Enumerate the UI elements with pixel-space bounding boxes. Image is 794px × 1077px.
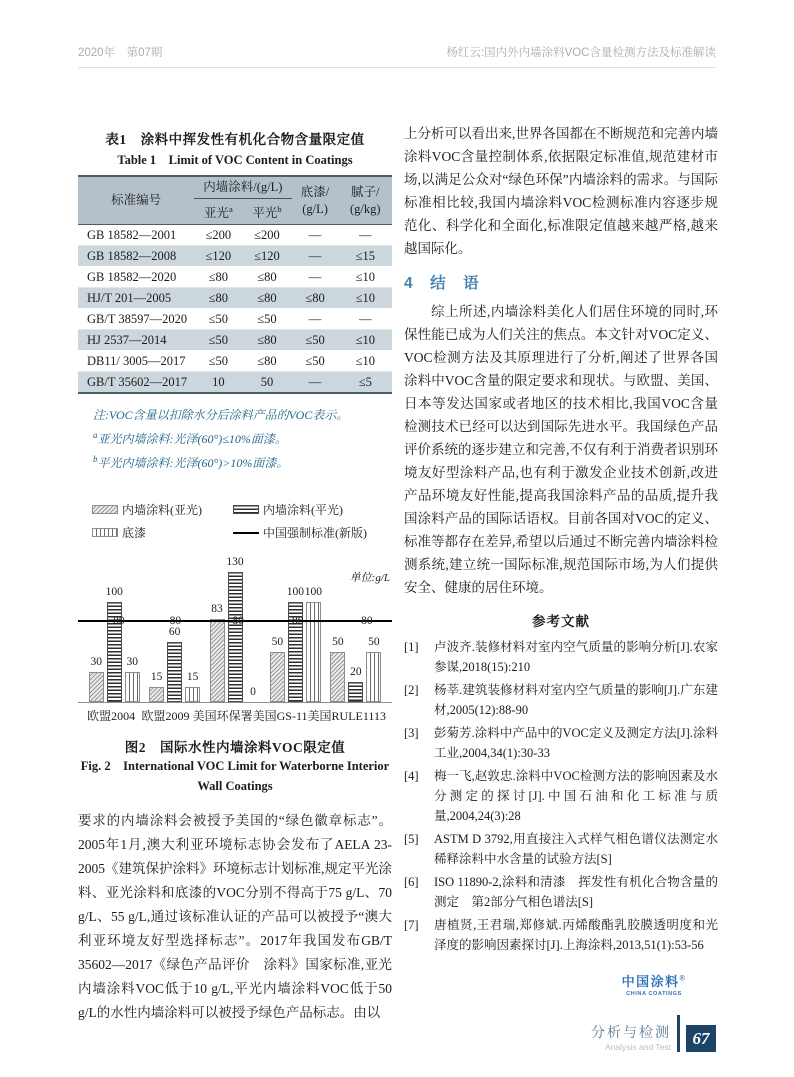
reference-text: 杨莘.建筑装修材料对室内空气质量的影响[J].广东建材,2005(12):88-90 [434,683,718,717]
bar-value-label: 30 [126,656,138,669]
chart-unit-label: 单位:g/L [349,572,390,585]
reference-number: [7] [404,918,419,932]
bar-value-label: 0 [250,686,256,699]
matte-label: 亚光 [203,206,229,221]
legend-item [233,501,392,518]
page-footer [591,1015,716,1052]
table-cell: — [292,246,339,267]
left-body-paragraph: 要求的内墙涂料会被授予美国的“绿色徽章标志”。2005年1月,澳大利亚环境标志协会发布了AELA 23-2005《建筑保护涂料》环境标志计划标准,规定平光涂料、亚光涂料和底漆的VOC分别不得高于75 g/L、70 g/L、55 g/L,通过该标准认证的产品可以被授予“澳大利亚环境友好型选择标志”。2017年我国发布GB/T 35602—2017《绿色产品评价 涂料》国家标准,亚光内墙涂料VOC低于10 g/L,平光内墙涂料VOC低于50 g/L的水性内墙涂料可以被授予绿色产品标志。由以 [78,813,392,1021]
bar-value-label: 50 [271,636,284,649]
table-cell: ≤50 [292,330,339,351]
bar-vertical [185,671,200,702]
table-cell: — [292,267,339,288]
reference-text: ISO 11890-2,涂料和清漆 挥发性有机化合物含量的测定 第2部分气相色谱法[S] [434,875,718,909]
table-cell: — [292,225,339,246]
voc-bar-chart [78,553,392,724]
table-cell: ≤50 [194,309,242,330]
table-cell: ≤50 [194,351,242,372]
table-cell: ≤80 [292,288,339,309]
chart-category-label: 欧盟2009 [141,709,190,724]
table-cell: ≤50 [242,309,291,330]
footer-accent-rule [677,1015,680,1052]
legend-swatch-horizontal-icon [233,505,259,514]
registered-mark: ® [679,975,687,983]
note-text: 注:VOC含量以扣除水分后涂料产品的VOC表示。 [93,408,349,423]
reference-number: [4] [404,769,419,783]
reference-number: [1] [404,640,419,654]
bar-value-label: 15 [150,671,163,684]
table-cell: ≤10 [339,330,392,351]
reference-line-label: 80 [169,615,182,628]
reference-text: 彭菊芳.涂料中产品中的VOC定义及测定方法[J].涂料工业,2004,34(1):30-33 [434,726,718,760]
reference-text: 梅一飞,赵敦忠.涂料中VOC检测方法的影响因素及水分测定的探讨[J].中国石油和化工标准与质量,2004,24(3):28 [434,769,718,823]
voc-limit-table [78,175,392,394]
reference-line [78,615,392,628]
flat-superscript: b [277,204,282,214]
col-header-putty [339,176,392,225]
reference-number: [2] [404,683,419,697]
col-header-matte [194,199,242,225]
col-header-primer [292,176,339,225]
reference-number: [3] [404,726,419,740]
chart-group [205,556,265,702]
table-cell: HJ 2537—2014 [78,330,194,351]
matte-superscript: a [228,204,233,214]
section-heading-conclusion: 4 结 语 [404,275,480,292]
table-row [78,372,392,394]
figure-block [78,501,392,796]
table-cell: ≤80 [242,267,291,288]
chart-plot [78,553,392,703]
reference-line-label: 80 [113,615,125,628]
right-column [404,122,718,997]
putty-label-line1: 腻子/ [351,184,380,199]
note-text: 平光内墙涂料:光泽(60°)>10%面漆。 [97,456,289,471]
table-note [93,449,392,473]
chart-category-label: 美国环保署 [192,709,253,724]
table-cell: ≤15 [339,246,392,267]
reference-number: [5] [404,832,419,846]
table-cell: 50 [242,372,291,394]
bar-value-label: 50 [368,636,380,649]
logo-name-en: CHINA COATINGS [626,991,682,997]
table-cell: ≤80 [242,330,291,351]
table-cell: ≤120 [242,246,291,267]
legend-label: 底漆 [122,526,147,541]
table-title-zh: 表1 涂料中挥发性有机化合物含量限定值 [105,132,365,147]
table-cell: ≤50 [194,330,242,351]
bar-value-label: 50 [332,636,344,649]
chart-group [326,636,386,702]
table-cell: GB 18582—2008 [78,246,194,267]
table-cell: ≤200 [242,225,291,246]
legend-swatch-diagonal-icon [92,505,118,514]
table-cell: ≤80 [242,288,291,309]
page-number-badge: 67 [686,1025,716,1052]
references-list [404,637,718,955]
bar-value-label: 130 [226,556,244,569]
conclusion-paragraph: 综上所述,内墙涂料美化人们居住环境的同时,环保性能已成为人们关注的焦点。本文针对VOC定义、VOC检测方法及其原理进行了分析,阐述了世界各国涂料中VOC含量的限定要求和现状。与欧盟、美国、日本等发达国家或者地区的技术相比,我国VOC含量检测技术已经可以达到国际先进水平。我国绿色产品评价系统的逐步建立和完善,不仅有利于消费者识别环境友好型涂料产品,也有利于激发企业技术创新,改进产品环境友好性能,提高我国涂料产品的品质,提升我国涂料产品的国际话语权。目前各国对VOC的定义、标准等都存在差异,希望以后通过不断完善内墙涂料检测系统,建立统一国际标准,规范国际市场,为人们提供安全、健康的居住环境。 [404,304,718,595]
table-title-en: Table 1 Limit of VOC Content in Coatings [117,153,353,167]
bar-vertical [304,586,323,702]
legend-swatch-vertical-icon [92,528,118,537]
issue-label: 2020年 第07期 [78,47,163,59]
bar-diagonal [210,603,225,702]
right-paragraph-top: 上分析可以看出来,世界各国都在不断规范和完善内墙涂料VOC含量控制体系,依据限定标准值,规范建材市场,以满足公众对“绿色环保”内墙涂料的需求。与国际标准相比较,我国内墙涂料VOC检测标准内容逐步规范化、科学化和全面化,标准限定值越来越严格,越来越国际化。 [404,126,718,256]
reference-item [404,723,718,763]
note-superscript: a [93,430,98,441]
table-cell: — [292,309,339,330]
logo-name-zh [608,971,700,990]
table-head [78,176,392,225]
reference-text: ASTM D 3792,用直接注入式样气相色谱仪法测定水稀释涂料中水含量的试验方法[S] [434,832,718,866]
legend-label: 中国强制标准(新版) [263,526,367,541]
table-cell: ≤120 [194,246,242,267]
legend-item [92,524,233,541]
chart-categories [78,707,392,724]
reference-item [404,637,718,677]
legend-item [92,501,233,518]
table-cell: GB/T 35602—2017 [78,372,194,394]
legend-item [233,524,392,541]
putty-label-line2: (g/kg) [350,201,381,216]
table-row [78,351,392,372]
bar-value-label: 15 [186,671,199,684]
bar-vertical [366,636,381,702]
table-note [93,401,392,425]
running-title: 杨红云:国内外内墙涂料VOC含量检测方法及标准解读 [446,47,716,59]
table-notes [78,401,392,473]
reference-item [404,915,718,955]
table-cell: ≤80 [242,351,291,372]
reference-item [404,680,718,720]
figure-caption-zh: 图2 国际水性内墙涂料VOC限定值 [124,740,346,756]
reference-line-label: 80 [292,615,304,628]
left-column [78,128,392,1025]
table-row [78,309,392,330]
table-cell: — [339,309,392,330]
table-cell: ≤50 [292,351,339,372]
table-row [78,330,392,351]
table-cell: ≤10 [339,288,392,309]
table-cell: — [339,225,392,246]
primer-label-line2: (g/L) [302,201,328,216]
reference-line-label: 80 [361,615,373,628]
table-cell: ≤5 [339,372,392,394]
table-cell: — [292,372,339,394]
table-cell: GB 18582—2020 [78,267,194,288]
table-cell: GB 18582—2001 [78,225,194,246]
chart-category-label: 美国RULE1113 [307,709,386,724]
chart-group [144,626,204,702]
flat-label: 平光 [252,206,278,221]
bar-vertical [125,656,140,702]
legend-swatch-line-icon [233,532,259,534]
table-cell: DB11/ 3005—2017 [78,351,194,372]
col-header-interior-group: 内墙涂料/(g/L) [194,176,291,199]
table-cell: ≤200 [194,225,242,246]
table-cell: GB/T 38597—2020 [78,309,194,330]
table-header-row-1 [78,176,392,199]
chart-legend [78,501,392,541]
bar-value-label: 100 [105,586,123,599]
figure-caption-en-line1: Fig. 2 International VOC Limit for Waterborne Interior [80,759,390,774]
bar-value-label: 100 [304,586,323,599]
reference-item [404,829,718,869]
bar-diagonal [89,656,104,702]
references-heading: 参考文献 [532,614,590,629]
bar-diagonal [149,671,164,702]
note-text: 亚光内墙涂料:光泽(60°)≤10%面漆。 [97,432,287,447]
table-row [78,225,392,246]
logo-zh-text: 中国涂料 [621,974,680,989]
table-row [78,267,392,288]
col-header-standard: 标准编号 [78,176,194,225]
reference-line-label: 80 [232,615,244,628]
bar-value-label: 100 [286,586,305,599]
reference-number: [6] [404,875,419,889]
col-header-flat [242,199,291,225]
primer-label-line1: 底漆/ [300,184,330,199]
figure-caption-en-line2: Wall Coatings [197,779,273,794]
reference-text: 唐植贤,王君瑞,郑修斌.丙烯酸酯乳胶膜透明度和光泽度的影响因素探讨[J].上海涂料,2013,51(1):53-56 [434,918,718,952]
note-superscript: b [93,454,98,465]
table-cell: ≤80 [194,288,242,309]
reference-text: 卢波齐.装修材料对室内空气质量的影响分析[J].农家参谋,2018(15):210 [434,640,718,674]
table-note [93,425,392,449]
figure-caption-en [78,756,392,796]
bar-horizontal [167,626,182,702]
table-row [78,288,392,309]
reference-item [404,766,718,826]
table-cell: ≤10 [339,351,392,372]
voc-table-body [78,225,392,394]
china-coatings-logo [608,971,700,997]
table-cell: HJ/T 201—2005 [78,288,194,309]
reference-item [404,872,718,912]
chart-category-label: 美国GS-11 [252,709,308,724]
bar-value-label: 60 [168,626,181,639]
table-cell: 10 [194,372,242,394]
legend-label: 内墙涂料(亚光) [122,503,202,518]
page-header [78,44,716,68]
bar-value-label: 83 [211,603,223,616]
bar-value-label: 30 [90,656,102,669]
table-cell: ≤10 [339,267,392,288]
table-cell: ≤80 [194,267,242,288]
bar-horizontal [226,556,244,702]
footer-section-en: Analysis and Test [605,1042,671,1052]
bar-diagonal [270,636,285,702]
chart-category-label: 欧盟2004 [87,709,136,724]
legend-label: 内墙涂料(平光) [263,503,343,518]
footer-section-zh: 分析与检测 [591,1024,671,1040]
footer-section-title [591,1022,671,1052]
table-row [78,246,392,267]
bar-value-label: 20 [350,666,362,679]
bar-diagonal [330,636,345,702]
bar-horizontal [348,666,363,702]
